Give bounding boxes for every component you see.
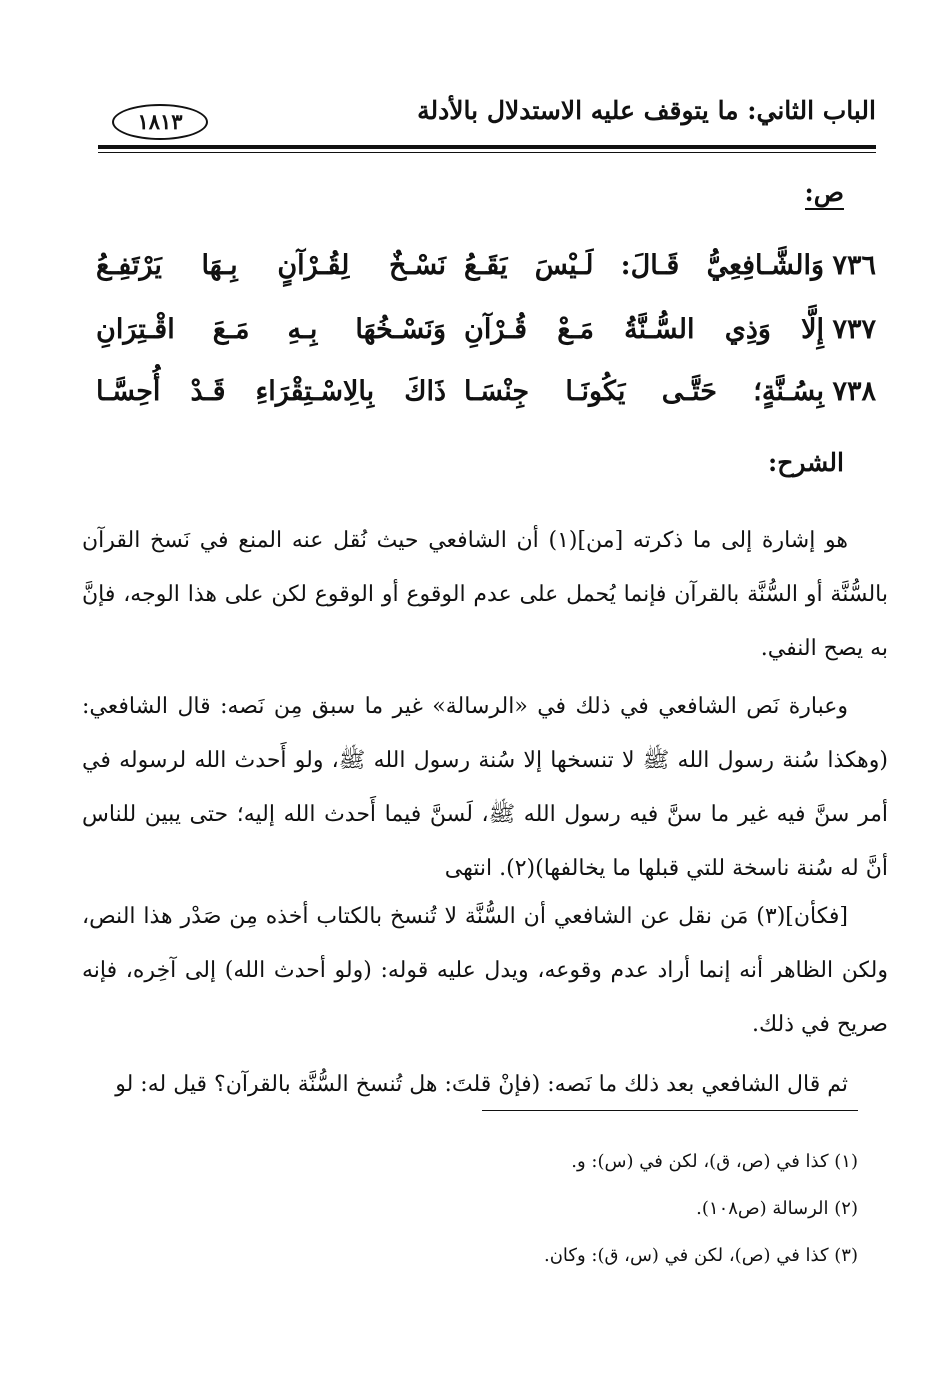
verse-line <box>96 376 876 426</box>
commentary-paragraph <box>82 890 888 1052</box>
chapter-title: الباب الثاني: ما يتوقف عليه الاستدلال بالأدلة <box>417 96 876 125</box>
footnote: (١) كذا في (ص، ق)، لكن في (س): و. <box>571 1151 858 1172</box>
matn-label: ص: <box>805 178 844 210</box>
verse-second-hemistich: ذَاكَ بِالِاسْـتِقْرَاءِ قَـدْ أُحِسَّـا <box>96 376 446 407</box>
footnote: (٣) كذا في (ص)، لكن في (س، ق): وكان. <box>543 1245 858 1266</box>
commentary-paragraph <box>82 1058 888 1112</box>
verse-first-hemistich: إِلَّا وَذِي السُّـنَّةُ مَـعْ قُـرْآنِ <box>464 314 824 345</box>
verse-number: ٧٣٧ <box>832 314 876 345</box>
verse-first-hemistich: بِسُـنَّةٍ؛ حَتَّـى يَكُونَـا جِنْسَـا <box>464 376 824 407</box>
header-rule-thin <box>98 152 876 153</box>
paragraph-text: وعبارة نَص الشافعي في ذلك في «الرسالة» غير ما سبق مِن نَصه: قال الشافعي: (وهكذا سُنة رسول الله ﷺ لا تنسخها إلا سُنة رسول الله ﷺ، ولو أَحدث الله لرسوله في أمر سنَّ فيه غير ما سنَّ فيه رسول الله ﷺ، لَسنَّ فيما أَحدث الله إليه؛ حتى يبين للناس أنَّ له سُنة ناسخة للتي قبلها ما يخالفها)(٢). انتهى <box>82 694 888 881</box>
commentary-paragraph <box>82 680 888 896</box>
footnotes <box>78 1138 858 1279</box>
commentary-paragraph <box>82 514 888 676</box>
verse-line <box>96 250 876 300</box>
verse-second-hemistich: نَسْـخٌ لِقُـرْآنٍ بِـهَا يَرْتَفِـعُ <box>96 250 446 281</box>
verse-second-hemistich: وَنَسْـخُهَا بِـهِ مَـعَ اقْـتِرَانِ <box>96 314 446 345</box>
verse-line <box>96 314 876 364</box>
header-rule <box>98 145 876 149</box>
footnote: (٢) الرسالة (ص١٠٨). <box>696 1198 858 1219</box>
page-header <box>96 92 876 142</box>
verse-number: ٧٣٨ <box>832 376 876 407</box>
verse-first-hemistich: وَالشَّـافِعِيُّ قَـالَ: لَـيْسَ يَقَـعُ <box>464 250 824 281</box>
footnote-separator <box>482 1110 858 1111</box>
paragraph-text: هو إشارة إلى ما ذكرته [من](١) أن الشافعي حيث نُقل عنه المنع في نَسخ القرآن بالسُّنَّة أو السُّنَّة بالقرآن فإنما يُحمل على عدم الوقوع أو الوقوع لكن على هذا الوجه، فإنَّ به يصح النفي. <box>82 528 888 661</box>
paragraph-text: ثم قال الشافعي بعد ذلك ما نَصه: (فإنْ قلتَ: هل تُنسخ السُّنَّة بالقرآن؟ قيل له: لو <box>115 1072 848 1097</box>
page-number-badge: ١٨١٣ <box>112 104 208 140</box>
paragraph-text: [فكأن](٣) مَن نقل عن الشافعي أن السُّنَّة لا تُنسخ بالكتاب أخذه مِن صَدْر هذا النص، ولكن الظاهر أنه إنما أراد عدم وقوعه، ويدل عليه قوله: (ولو أحدث الله) إلى آخِره، فإنه صريح في ذلك. <box>82 904 888 1037</box>
sharh-label: الشرح: <box>767 448 844 477</box>
verse-number: ٧٣٦ <box>832 250 876 281</box>
